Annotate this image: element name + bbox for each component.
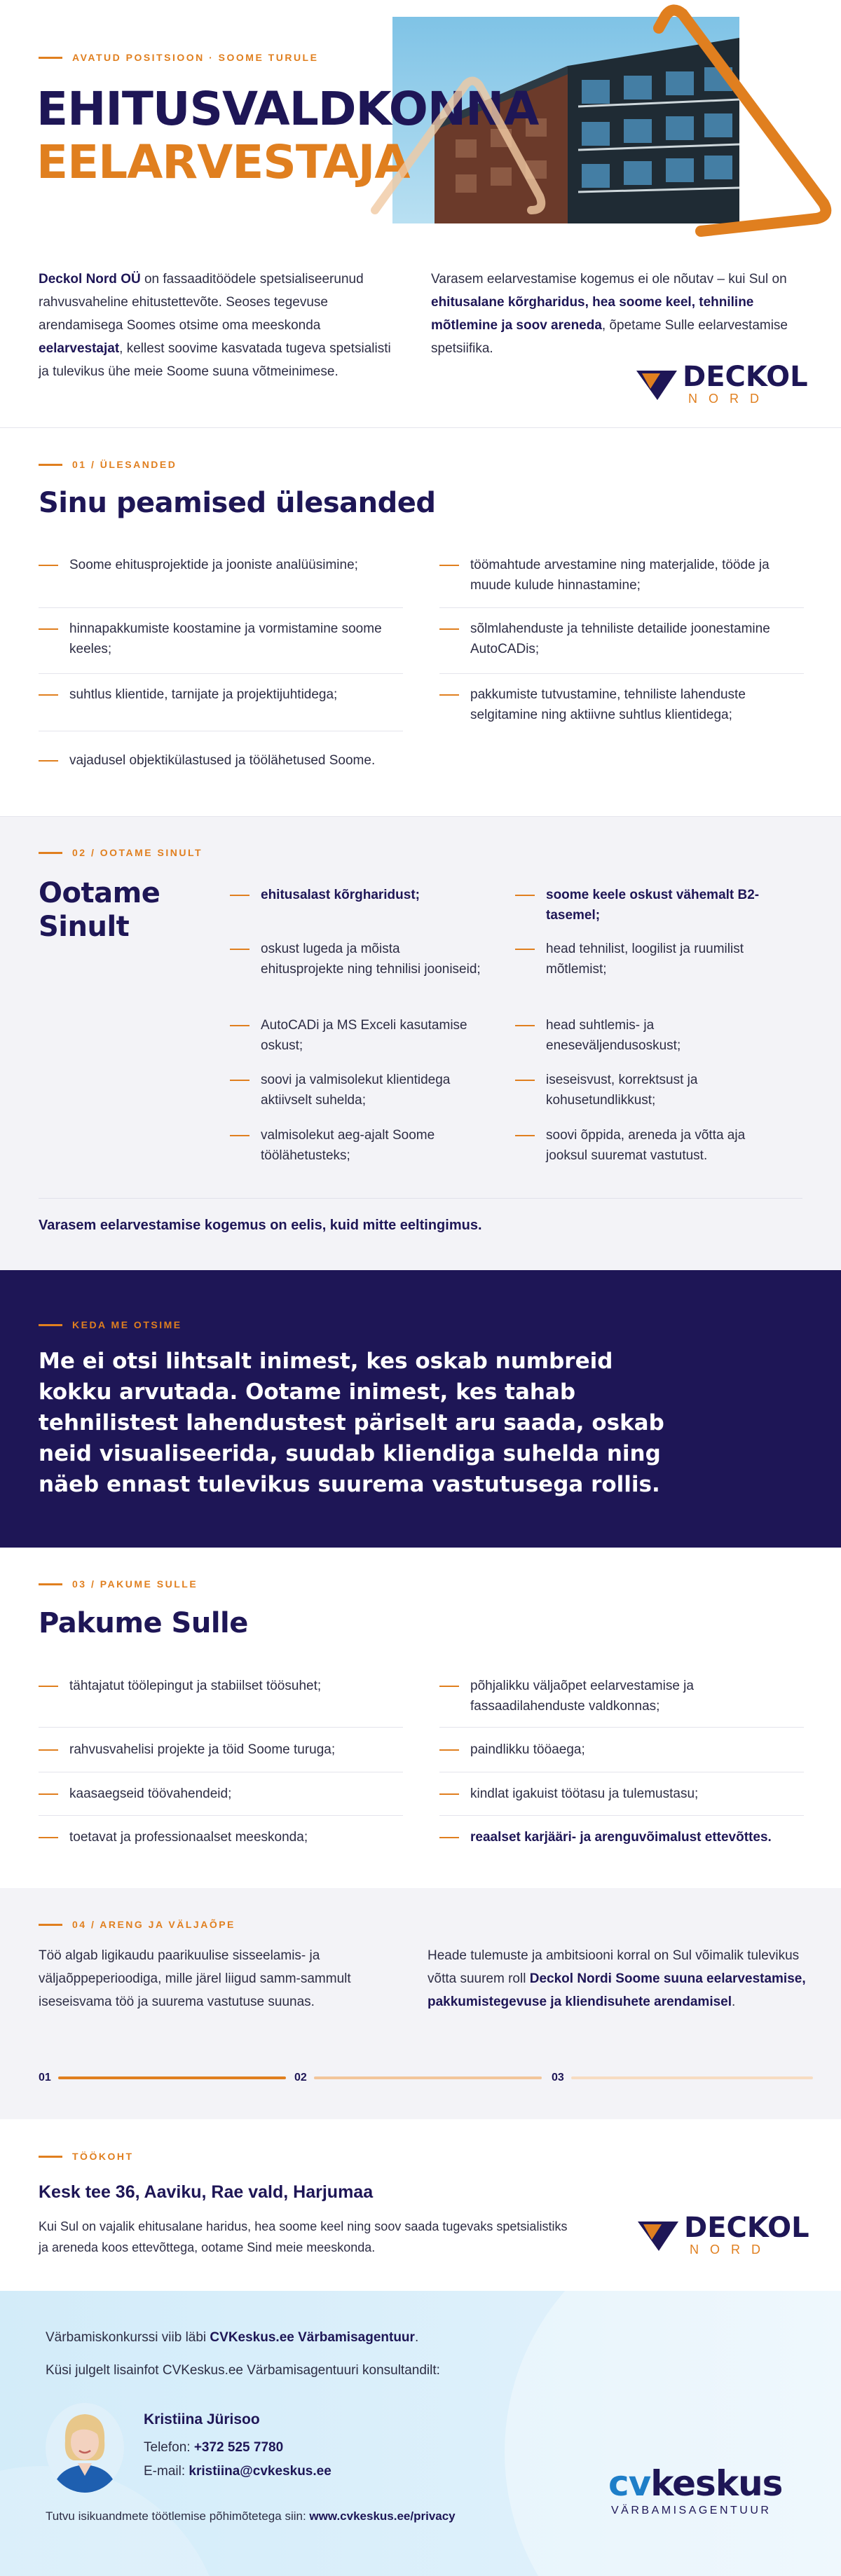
expect-item [230, 1015, 482, 1056]
growth-right-text [428, 1944, 806, 2013]
offer-item [439, 1784, 804, 1804]
privacy-line [46, 2509, 456, 2523]
expect-kicker [39, 847, 203, 858]
offer-text: reaalset karjääri- ja arenguvõimalust ettevõttes. [470, 1830, 772, 1845]
expect-item [515, 885, 774, 925]
deckol-logo [638, 2214, 809, 2256]
task-text: suhtlus klientide, tarnijate ja projektijuhtidega; [69, 687, 338, 702]
task-item [439, 555, 804, 595]
expect-text: valmisolekut aeg-ajalt Soome töölähetusteks; [261, 1128, 435, 1163]
contact-email [144, 2464, 331, 2479]
expect-item [515, 1015, 774, 1056]
contact-line-1-text: Värbamiskonkurssi viib läbi [46, 2330, 210, 2345]
separator [39, 607, 403, 608]
expect-text: oskust lugeda ja mõista ehitusprojekte ning tehnilisi jooniseid; [261, 942, 481, 977]
offer-text: toetavat ja professionaalset meeskonda; [69, 1830, 308, 1845]
expect-item [230, 885, 482, 905]
task-text: hinnapakkumiste koostamine ja vormistamine soome keeles; [69, 621, 382, 656]
title-line-1: EHITUSVALDKONNA [36, 82, 539, 136]
task-text: vajadusel objektikülastused ja töölähetused Soome. [69, 753, 376, 768]
task-item [439, 619, 804, 659]
intro-left-text1: on fassaaditöödele spetsialiseerunud rahvusvaheline ehitustettevõte. Seoses tegevuse arendamisega Soomes otsime oma meeskonda [39, 272, 364, 333]
bullet-dash [39, 1837, 58, 1838]
step-number: 02 [294, 2072, 307, 2083]
step-bar [58, 2076, 286, 2079]
intro-right-text1: Varasem eelarvestamise kogemus ei ole nõutav – kui Sul on [431, 272, 787, 287]
bullet-dash [515, 1080, 535, 1081]
title-line-2: EELARVESTAJA [36, 135, 410, 189]
intro-right-bold: ehitusalane kõrgharidus, hea soome keel, tehniline mõtlemine ja soov areneda [431, 295, 754, 333]
deckol-logo [636, 363, 808, 405]
expect-note: Varasem eelarvestamise kogemus on eelis, kuid mitte eeltingimus. [39, 1218, 482, 1233]
deckol-logo-icon [636, 366, 677, 401]
bullet-dash [439, 1837, 459, 1838]
task-item [439, 684, 804, 725]
kicker-dash [39, 852, 62, 854]
avatar [46, 2403, 124, 2493]
deckol-logo-icon [638, 2217, 678, 2252]
bullet-dash [230, 1080, 249, 1081]
expect-text: head suhtlemis- ja eneseväljendusoskust; [546, 1018, 681, 1053]
intro-right-text2: , õpetame Sulle eelarvestamise spetsiifika. [431, 318, 788, 356]
expect-kicker-text: 02 / OOTAME SINULT [72, 847, 203, 858]
offer-item [439, 1740, 804, 1760]
growth-right-text2: . [732, 1995, 736, 2009]
band-kicker-text: KEDA ME OTSIME [72, 1319, 182, 1330]
workplace-section [0, 2119, 841, 2291]
bullet-dash [39, 565, 58, 566]
expect-title [39, 876, 160, 944]
bullet-dash [230, 949, 249, 950]
expect-text: soovi ja valmisolekut klientidega aktiivselt suhelda; [261, 1073, 451, 1108]
separator [39, 1198, 802, 1199]
offer-text: kaasaegseid töövahendeid; [69, 1786, 232, 1801]
bullet-dash [39, 760, 58, 762]
work-kicker [39, 2151, 134, 2162]
task-item [39, 555, 403, 575]
offer-kicker-text: 03 / PAKUME SULLE [72, 1578, 198, 1590]
bullet-dash [230, 1025, 249, 1026]
cvkeskus-logo [608, 2463, 783, 2516]
kicker-dash [39, 57, 62, 59]
separator [439, 673, 804, 674]
step-03 [552, 2072, 813, 2084]
kicker-dash [39, 464, 62, 466]
task-text: pakkumiste tutvustamine, tehniliste lahenduste selgitamine ning aktiivne suhtlus klientidega; [470, 687, 746, 722]
privacy-text: Tutvu isikuandmete töötlemise põhimõtetega siin: [46, 2509, 310, 2523]
growth-right-bold: Deckol Nordi Soome suuna eelarvestamise, pakkumistegevuse ja kliendisuhete arendamisel [428, 1971, 806, 2009]
contact-line-1 [46, 2330, 418, 2346]
logo-word-1: DECKOL [684, 2212, 809, 2244]
step-bar [571, 2076, 813, 2079]
bullet-dash [39, 1793, 58, 1795]
expect-text: ehitusalast kõrgharidust; [261, 888, 420, 902]
offer-text: kindlat igakuist töötasu ja tulemustasu; [470, 1786, 699, 1801]
expect-section [0, 816, 841, 1270]
bullet-dash [515, 1025, 535, 1026]
bullet-dash [230, 1135, 249, 1136]
tasks-kicker [39, 459, 177, 470]
offer-section [0, 1548, 841, 1888]
offer-item [439, 1827, 804, 1847]
bullet-dash [515, 949, 535, 950]
bullet-dash [515, 895, 535, 896]
step-02 [294, 2072, 542, 2084]
hero-kicker [39, 52, 318, 63]
offer-kicker [39, 1578, 198, 1590]
bullet-dash [230, 895, 249, 896]
task-item [39, 619, 403, 659]
contact-line-2: Küsi julgelt lisainfot CVKeskus.ee Värbamisagentuuri konsultandilt: [46, 2363, 440, 2378]
expect-text: iseseisvust, korrektsust ja kohusetundlikkust; [546, 1073, 698, 1108]
growth-left-text: Töö algab ligikaudu paarikuulise sisseelamis- ja väljaõppeperioodiga, mille järel liigud samm-sammult iseseisvama töö ja suurema vastutuse suunas. [39, 1948, 351, 2009]
work-text: Kui Sul on vajalik ehitusalane haridus, hea soome keel ning soov saada tugevaks spetsialistiks ja areneda koos ettevõttega, ootame Sind meie meeskonda. [39, 2219, 568, 2254]
tasks-section [0, 428, 841, 816]
expect-item [230, 1125, 482, 1166]
task-text: töömahtude arvestamine ning materjalide, tööde ja muude kulude hinnastamine; [470, 558, 770, 593]
logo-word-1: DECKOL [683, 361, 808, 393]
separator [39, 673, 403, 674]
offer-text: tähtajatut töölepingut ja stabiilset töösuhet; [69, 1679, 322, 1693]
offer-item [439, 1676, 804, 1716]
brand-cv: cv [608, 2463, 651, 2504]
step-01 [39, 2072, 286, 2084]
task-item [39, 684, 403, 705]
intro-left [39, 268, 403, 383]
company-name: Deckol Nord OÜ [39, 272, 141, 287]
contact-line-1-end: . [414, 2330, 419, 2345]
offer-text: põhjalikku väljaõpet eelarvestamise ja fassaadilahenduste valdkonnas; [470, 1679, 694, 1714]
expect-item [515, 939, 774, 979]
offer-text: rahvusvahelisi projekte ja töid Soome turuga; [69, 1742, 336, 1757]
bullet-dash [439, 565, 459, 566]
phone-link[interactable]: +372 525 7780 [193, 2440, 284, 2455]
email-label: E-mail: [144, 2464, 189, 2479]
decorative-triangles [308, 0, 841, 266]
step-number: 03 [552, 2072, 564, 2083]
bullet-dash [439, 1686, 459, 1687]
contact-phone [144, 2440, 283, 2456]
offer-item [39, 1740, 403, 1760]
hero-kicker-text: AVATUD POSITSIOON · SOOME TURULE [72, 52, 319, 63]
expect-title-line-2: Sinult [39, 911, 130, 943]
intro-left-text2: , kellest soovime kasvatada tugeva spetsialisti ja tulevikus ühe meie Soome suuna võtmeinimese. [39, 341, 391, 379]
expect-title-line-1: Ootame [39, 877, 160, 909]
logo-word-2: NORD [688, 392, 770, 406]
avatar-portrait [46, 2403, 124, 2493]
contact-section [0, 2291, 841, 2576]
tasks-title: Sinu peamised ülesanded [39, 487, 436, 519]
separator [439, 607, 804, 608]
bullet-dash [439, 1749, 459, 1751]
logo-word-2: NORD [690, 2243, 772, 2257]
offer-text: paindlikku tööaega; [470, 1742, 585, 1757]
separator [439, 1815, 804, 1816]
step-number: 01 [39, 2072, 51, 2083]
hero [0, 0, 841, 427]
bullet-dash [39, 694, 58, 696]
offer-item [39, 1827, 403, 1847]
expect-text: soome keele oskust vähemalt B2-tasemel; [546, 888, 760, 923]
bullet-dash [515, 1135, 535, 1136]
offer-title: Pakume Sulle [39, 1607, 248, 1639]
bullet-dash [439, 628, 459, 630]
task-text: Soome ehitusprojektide ja jooniste analüüsimine; [69, 558, 358, 572]
expect-item [515, 1070, 774, 1110]
phone-label: Telefon: [144, 2440, 194, 2455]
intro-right [431, 268, 809, 360]
kicker-dash [39, 1924, 62, 1926]
separator [39, 1727, 403, 1728]
email-link[interactable]: kristiina@cvkeskus.ee [189, 2464, 331, 2479]
growth-right-text1: Heade tulemuste ja ambitsiooni korral on Sul võimalik tulevikus võtta suurem roll [428, 1948, 800, 1986]
expect-item [230, 939, 482, 979]
growth-kicker-text: 04 / ARENG JA VÄLJAÕPE [72, 1919, 235, 1930]
brand-sub: VÄRBAMISAGENTUUR [611, 2505, 772, 2516]
separator [439, 1727, 804, 1728]
task-text: sõlmlahenduste ja tehniliste detailide joonestamine AutoCADis; [470, 621, 770, 656]
divider [0, 816, 841, 817]
expect-text: soovi õppida, areneda ja võtta aja jooksul suuremat vastutust. [546, 1128, 746, 1163]
privacy-link[interactable]: www.cvkeskus.ee/privacy [309, 2509, 456, 2523]
bg-circle [505, 2291, 841, 2576]
separator [39, 1815, 403, 1816]
bullet-dash [39, 1749, 58, 1751]
work-kicker-text: TÖÖKOHT [72, 2151, 134, 2162]
quote-band [0, 1270, 841, 1548]
kicker-dash [39, 1324, 62, 1326]
growth-section [0, 1888, 841, 2119]
brand-keskus: keskus [650, 2463, 783, 2504]
task-item [39, 750, 403, 771]
kicker-dash [39, 2156, 62, 2158]
bullet-dash [39, 628, 58, 630]
role-name: eelarvestajat [39, 341, 120, 356]
expect-text: AutoCADi ja MS Exceli kasutamise oskust; [261, 1018, 467, 1053]
expect-item [515, 1125, 774, 1166]
bullet-dash [439, 694, 459, 696]
bullet-dash [439, 1793, 459, 1795]
band-kicker [39, 1319, 182, 1330]
kicker-dash [39, 1583, 62, 1585]
work-address: Kesk tee 36, Aaviku, Rae vald, Harjumaa [39, 2182, 374, 2202]
tasks-kicker-text: 01 / ÜLESANDED [72, 459, 177, 470]
expect-item [230, 1070, 482, 1110]
consultant-name: Kristiina Jürisoo [144, 2411, 260, 2427]
expect-text: head tehnilist, loogilist ja ruumilist mõtlemist; [546, 942, 744, 977]
band-quote: Me ei otsi lihtsalt inimest, kes oskab numbreid kokku arvutada. Ootame inimest, kes tahab tehnilistest lahendustest päriselt aru saada, oskab neid visualiseerida, suudab kliendiga suhelda ning näeb ennast tulevikus suurema vastutusega rollis. [39, 1349, 664, 1497]
step-bar [314, 2076, 542, 2079]
offer-item [39, 1784, 403, 1804]
agency-name: CVKeskus.ee Värbamisagentuur [210, 2330, 415, 2345]
offer-item [39, 1676, 403, 1696]
growth-kicker [39, 1919, 235, 1930]
bullet-dash [39, 1686, 58, 1687]
